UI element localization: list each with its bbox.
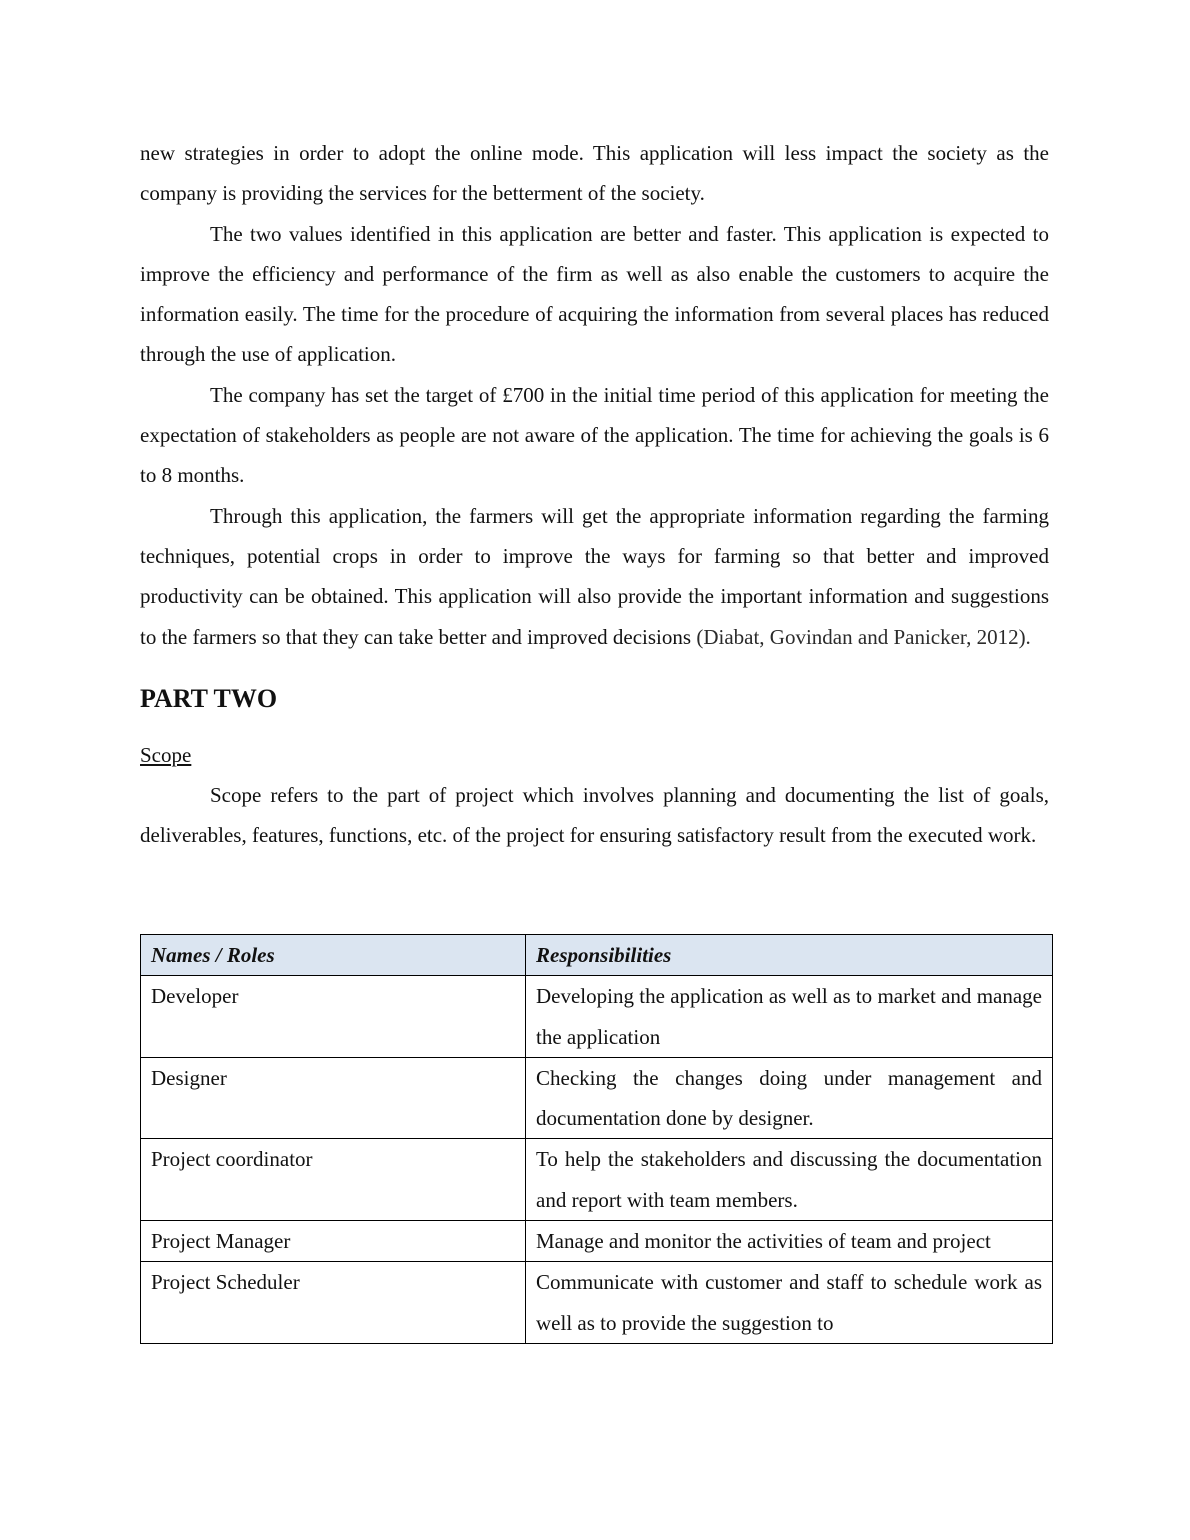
roles-table	[140, 934, 1053, 1344]
responsibility-cell: Developing the application as well as to market and manage the application	[526, 976, 1053, 1058]
responsibility-cell: Checking the changes doing under management and documentation done by designer.	[526, 1057, 1053, 1139]
subheading-scope: Scope	[140, 742, 192, 767]
header-names-roles: Names / Roles	[141, 935, 526, 976]
role-cell: Project coordinator	[141, 1139, 526, 1221]
responsibility-cell: Communicate with customer and staff to schedule work as well as to provide the suggestion to	[526, 1262, 1053, 1344]
body-paragraph: The two values identified in this application are better and faster. This application is expected to improve the efficiency and performance of the firm as well as also enable the customers to acquire the information easily. The time for the procedure of acquiring the information from several places has reduced through the use of application.	[140, 221, 1049, 367]
body-paragraph: new strategies in order to adopt the online mode. This application will less impact the society as the company is providing the services for the betterment of the society.	[140, 141, 1049, 206]
section-heading: PART TWO	[140, 683, 278, 713]
table-row	[141, 1221, 1053, 1262]
body-paragraph-with-citation	[140, 496, 1049, 657]
citation: (Diabat, Govindan and Panicker, 2012).	[696, 624, 1031, 649]
table-row	[141, 1139, 1053, 1221]
responsibility-cell: To help the stakeholders and discussing the documentation and report with team members.	[526, 1139, 1053, 1221]
table-row	[141, 1262, 1053, 1344]
role-cell: Project Scheduler	[141, 1262, 526, 1344]
paragraph-text: Through this application, the farmers will get the appropriate information regarding the farming techniques, potential crops in order to improve the ways for farming so that better and improved productivity can be obtained. This application will also provide the important information and suggestions to the farmers so that they can take better and improved decisions	[140, 503, 1049, 649]
role-cell: Project Manager	[141, 1221, 526, 1262]
table-row	[141, 976, 1053, 1058]
table-header-row	[141, 935, 1053, 976]
document-page	[140, 133, 1049, 855]
header-responsibilities: Responsibilities	[526, 935, 1053, 976]
role-cell: Developer	[141, 976, 526, 1058]
body-paragraph: The company has set the target of £700 in the initial time period of this application for meeting the expectation of stakeholders as people are not aware of the application. The time for achieving the goals is 6 to 8 months.	[140, 382, 1049, 488]
table-row	[141, 1057, 1053, 1139]
responsibility-cell: Manage and monitor the activities of team and project	[526, 1221, 1053, 1262]
scope-paragraph: Scope refers to the part of project which involves planning and documenting the list of goals, deliverables, features, functions, etc. of the project for ensuring satisfactory result from the executed work.	[140, 782, 1049, 848]
role-cell: Designer	[141, 1057, 526, 1139]
